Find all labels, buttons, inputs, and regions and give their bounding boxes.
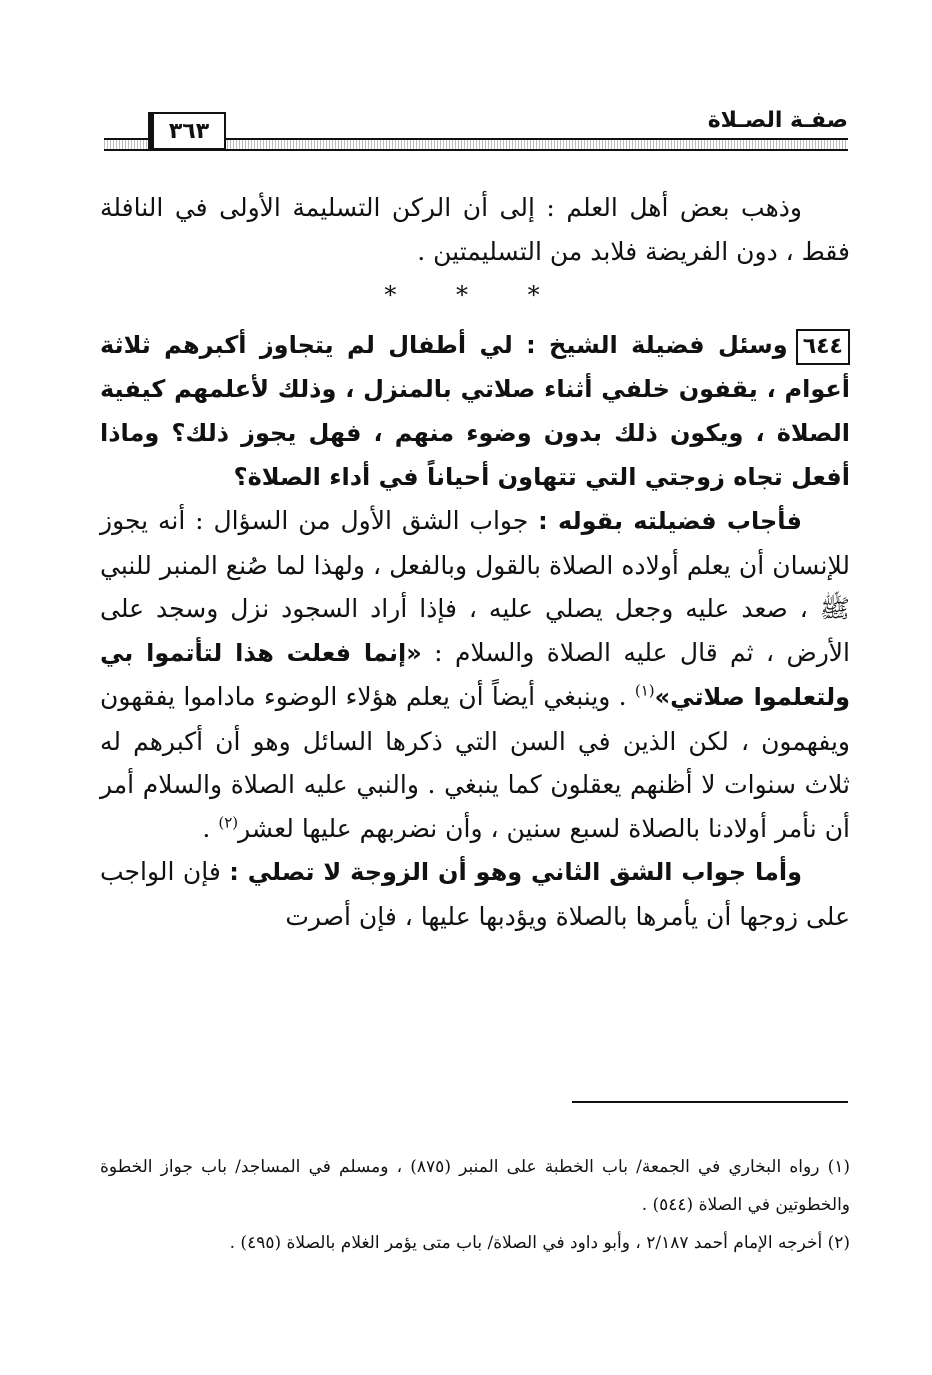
second-answer-paragraph — [100, 850, 850, 938]
question-paragraph — [100, 323, 850, 499]
answer-intro: فأجاب فضيلته بقوله : — [538, 507, 802, 535]
second-answer-text: فإن الواجب على زوجها أن يأمرها بالصلاة ويؤدبها عليها ، فإن أصرت — [100, 857, 850, 931]
footnotes — [100, 1148, 850, 1262]
question-text: وسئل فضيلة الشيخ : لي أطفال لم يتجاوز أكبرهم ثلاثة أعوام ، يقفون خلفي أثناء صلاتي بالمنزل ، وذلك لأعلمهم كيفية الصلاة ، ويكون ذلك بدون وضوء منهم ، فهل يجوز ذلك؟ وماذا أفعل تجاه زوجتي التي تتهاون أحياناً في أداء الصلاة؟ — [100, 331, 850, 491]
answer-text-1: جواب الشق الأول من السؤال : أنه يجوز للإنسان أن يعلم أولاده الصلاة بالقول وبالفعل ، ولهذا لما صُنع المنبر للنبي ﷺ ، صعد عليه وجعل يصلي عليه ، فإذا أراد السجود نزل وسجد على الأرض ، ثم قال عليه الصلاة والسلام : — [100, 506, 851, 667]
footnote-1: (١) رواه البخاري في الجمعة/ باب الخطبة على المنبر (٨٧٥) ، ومسلم في المساجد/ باب جواز الخطوة والخطوتين في الصلاة (٥٤٤) . — [100, 1157, 850, 1215]
page-header — [104, 108, 848, 152]
footnote-ref-1: (١) — [634, 681, 655, 700]
answer-text-2: . وينبغي أيضاً أن يعلم هؤلاء الوضوء ماداموا يفقهون ويفهمون ، لكن الذين في السن التي ذكرها السائل وهو أن أكبرهم له ثلاث سنوات لا أظنهم يعقلون كما ينبغي . والنبي عليه الصلاة والسلام أمر أن نأمر أولادنا بالصلاة لسبع سنين ، وأن نضربهم عليها لعشر — [100, 682, 850, 843]
footnote-ref-2: (٢) — [218, 813, 239, 832]
footnote-rule — [572, 1101, 848, 1103]
answer-text-3: . — [202, 813, 219, 843]
page-number: ٣٦٣ — [148, 112, 226, 150]
section-separator: * * * — [384, 281, 566, 309]
answer-paragraph — [100, 499, 850, 850]
footnote-2: (٢) أخرجه الإمام أحمد ٢/١٨٧ ، وأبو داود في الصلاة/ باب متى يؤمر الغلام بالصلاة (٤٩٥) . — [229, 1233, 850, 1253]
main-text — [100, 186, 850, 938]
question-number: ٦٤٤ — [796, 329, 850, 365]
hadith-quote: «إنما فعلت هذا لتأتموا بي ولتعلموا صلاتي» — [100, 638, 850, 711]
second-answer-intro: وأما جواب الشق الثاني وهو أن الزوجة لا تصلي : — [229, 858, 802, 886]
running-title: صفـة الصـلاة — [698, 108, 848, 133]
paragraph-1: وذهب بعض أهل العلم : إلى أن الركن التسليمة الأولى في النافلة فقط ، دون الفريضة فلابد من التسليمتين . — [100, 193, 850, 266]
